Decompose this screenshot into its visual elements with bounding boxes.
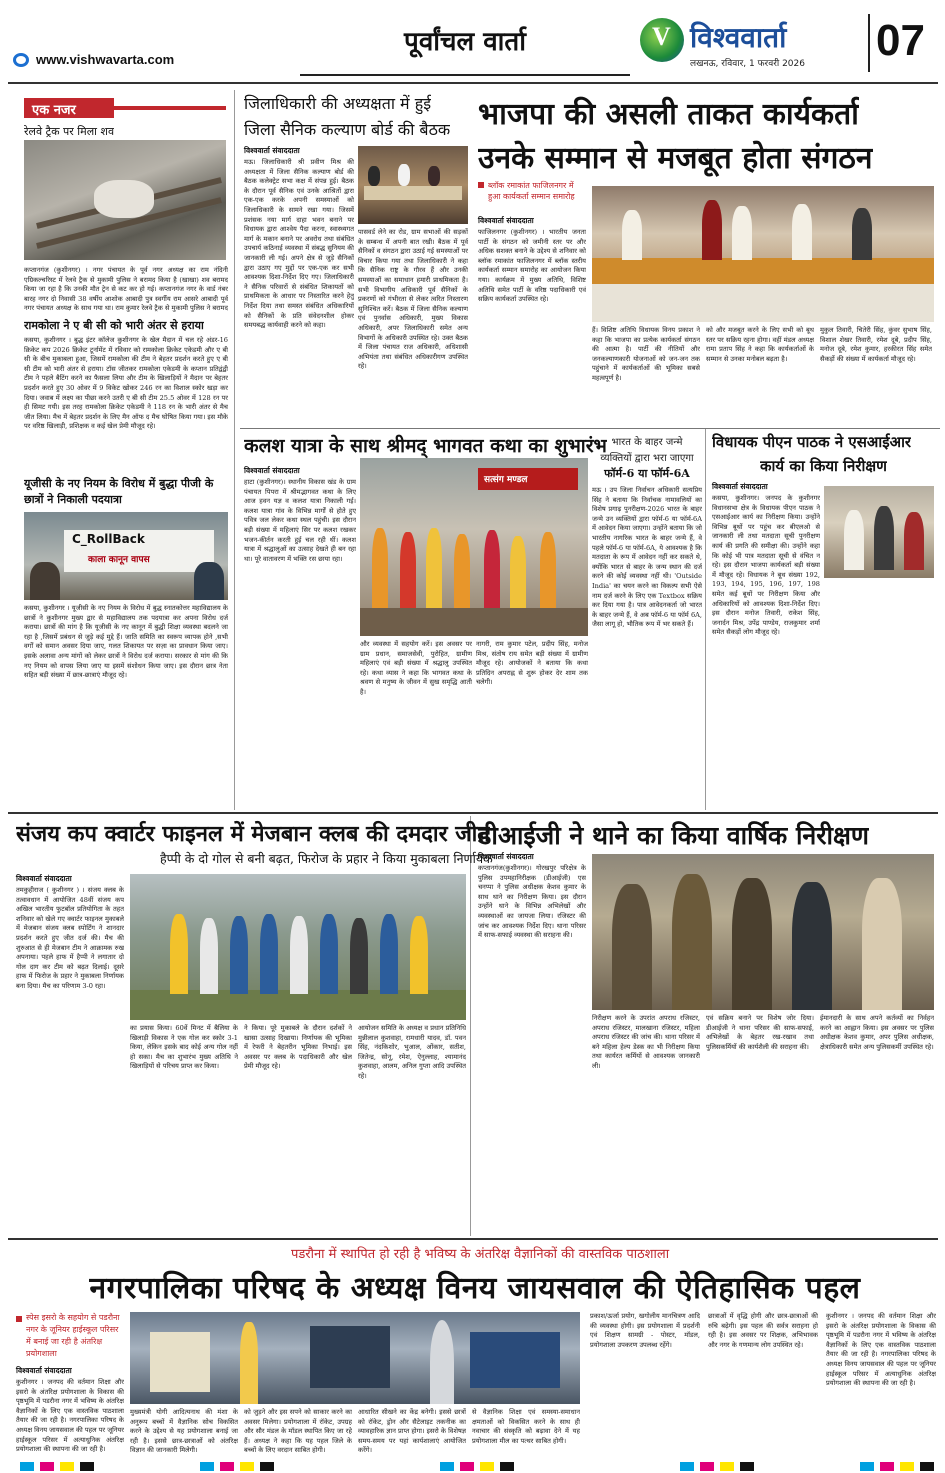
ek-nazar-label: एक नजर bbox=[32, 103, 76, 118]
lab-photo bbox=[130, 1312, 580, 1404]
lab-kicker: पडरौना में स्थापित हो रही है भविष्य के अंतरिक्ष वैज्ञानिकों की वास्तविक पाठशाला bbox=[290, 1247, 670, 1262]
section-title: पूर्वांचल वार्ता bbox=[404, 27, 526, 57]
dig-col4: ईमानदारी के साथ अपने कर्तव्यों का निर्वहन करने का आह्वान किया। इस अवसर पर पुलिस अधीक्षक केशव कुमार, अपर पुलिस अधीक्षक, क्षेत्राधिकारी समेत अन्य पुलिसकर्मी उपस्थित रहे। bbox=[820, 1014, 934, 1051]
dig-photo bbox=[592, 854, 934, 1010]
cricket-photo bbox=[130, 874, 466, 1020]
bjp-col3: को और मजबूत करने के लिए सभी को बूथ स्तर पर सक्रिय रहना होगा। वहीं मंडल अध्यक्ष रामा प्रताप सिंह ने कहा कि कार्यकर्ताओं के सम्मान से उनका मनोबल बढ़ता है। bbox=[706, 326, 814, 363]
item3-photo bbox=[24, 512, 228, 600]
website-icon bbox=[13, 53, 29, 67]
bjp-col2: हैं। विशिष्ट अतिथि विधायक विनय प्रकाश ने कहा कि भाजपा का प्रत्येक कार्यकर्ता संगठन की आत्मा है। पार्टी की नीतियों और जनकल्याणकारी योजनाओं को जन-जन तक पहुंचाने में कार्यकर्ताओं की भूमिका सबसे महत्वपूर्ण है। bbox=[592, 326, 700, 382]
item2-headline: रामकोला ने ए बी सी को भारी अंतर से हराया bbox=[24, 319, 204, 332]
page-divider bbox=[868, 14, 870, 72]
cricket-col4: आयोजन समिति के अध्यक्ष व प्रधान प्रतिनिधि मुन्नीलाल कुशवाहा, रामधारी यादव, डॉ. पवन सिंह, नंदकिशोर, भुआल, ओंकार, सतीश, जितेन्द्र, सोनू, रमेश, ऐनुल्लाह, श्यामानंद कुशवाहा, आलम, अनिल गुप्ता आदि उपस्थित रहे। bbox=[358, 1024, 466, 1080]
mla-byline: विश्ववार्ता संवाददाता bbox=[712, 482, 768, 491]
lab-col4: आधारित सीखने का केंद्र बनेगी। इससे छात्रों को रॉकेट, ड्रोन और सैटेलाइट तकनीक का व्यावहारिक ज्ञान प्राप्त होगा। इसरो के विशेषज्ञ समय-समय पर यहां कार्यशालाएं आयोजित करेंगे। bbox=[358, 1408, 466, 1455]
cricket-col3: ने किया। पूरे मुकाबले के दौरान दर्शकों ने खासा उत्साह दिखाया। निर्णायक की भूमिका में रेफरी ने बेहतरीन भूमिका निभाई। इस अवसर पर क्लब के पदाधिकारी और खेल प्रेमी मौजूद रहे। bbox=[244, 1024, 352, 1071]
item3-photo-banner: C_RollBack bbox=[72, 532, 145, 546]
lab-col2: मुख्यमंत्री योगी आदित्यनाथ की मंशा के अनुरूप बच्चों में वैज्ञानिक सोच विकसित करने के उद्देश्य से यह प्रयोगशाला बनाई जा रही है। इससे छात्र-छात्राओं को अंतरिक्ष विज्ञान की जानकारी मिलेगी। bbox=[130, 1408, 238, 1455]
masthead-rule bbox=[8, 82, 938, 84]
item1-body: कप्तानगंज (कुशीनगर) । नगर पंचायत के पूर्व नगर अध्यक्ष का राम नंदिनी एग्रिकल्चरिस्ट में रेलवे ट्रैक से मुकामी पुलिस ने बरामद किया है (खाखा) शव बरामद किया जा रहा है कि उनकी मौत ट्रेन से कट कर हो गई। कप्तानगंज नगर के वार्ड नंबर बारह नगर दो निवासी 38 वर्षीय आशोक आबादी पुत्र स्वर्गीय राम आसरे आबादी पूर्व नगर पंचायत अध्यक्ष के साथ गया था। राम कुमार रेलवे ट्रैक से मुकामी पुलिस ने बरामद bbox=[24, 266, 228, 313]
item2-body: कसया, कुशीनगर । बुद्ध इंटर कॉलेज कुशीनगर के खेल मैदान में चल रहे अंडर-16 क्रिकेट कप 2026 क्रिकेट टूर्नामेंट में रविवार को रामकोला क्रिकेट एकेडमी और ए बी सी के बीच मुकाबला हुआ, जिसमें रामकोला की टीम ने बेहतर प्रदर्शन करते हुए ए बी सी टीम को भारी अंतर से हराया। टॉस जीतकर रामकोला एकेडमी के कप्तान प्रतिद्वंद्वी टीम ने पहले बैटिंग करने का फैसला लिया और टीम के खिलाड़ियों ने मैदान पर बेहतर प्रदर्शन करते हुए 30 ओवर में 9 विकेट खोकर 246 रन का विशाल स्कोर खड़ा कर दिया। जवाब में लक्ष्य का पीछा करने उतरी ए बी सी टीम 25.5 ओवर में 128 रन पर ही सिमट गयी। इस तरह रामकोला क्रिकेट एकेडमी ने 118 रन के भारी अंतर से मैच जीत लिया। मैच में बेहतर प्रदर्शन के लिए मैन ऑफ द मैच घोषित किया गया। इस मौके पर वरिष्ठ खिलाड़ी, प्रशिक्षक व कई खेल प्रेमी मौजूद रहे। bbox=[24, 336, 228, 431]
dm-col2: पासवर्ड लेने का रोड, ग्राम सभाओं की सड़कों के सम्बन्ध में अपनी बात रखी। बैठक में पूर्व सैनिकों व संगठन द्वारा उठाई गई समस्याओं पर विचार किया गया तथा जिलाधिकारी ने कहा कि सैनिक राष्ट्र के गौरव हैं और उनकी समस्याओं का समाधान हमारी प्राथमिकता है। सभी विभागीय अधिकारी पूर्व सैनिकों के प्रकरणों को गंभीरता से लेकर त्वरित निस्तारण सुनिश्चित करें। बैठक में जिला सैनिक कल्याण एवं पुनर्वास अधिकारी, मुख्य विकास अधिकारी, अपर जिलाधिकारी समेत अन्य विभागों के अधिकारी उपस्थित रहे। उक्त बैठक में जिला पंचायत राज अधिकारी, अधिशासी अभियंता तथा संबंधित अधिकारीगण उपस्थित रहे। bbox=[358, 228, 468, 371]
dig-col2: निरीक्षण करने के उपरांत अपराध रजिस्टर, अपराध रजिस्टर, मालखाना रजिस्टर, महिला अपराध रजिस्टर की जांच की। थाना परिसर में बने महिला हेल्प डेस्क का भी निरीक्षण किया तथा कार्यरत कर्मियों से आवश्यक जानकारी ली। bbox=[592, 1014, 700, 1070]
lab-col8: कुशीनगर । जनपद की वर्तमान शिक्षा और इसरो के अंतरिक्ष प्रयोगशाला के विकास की पृष्ठभूमि में पडरौना नगर में भविष्य के अंतरिक्ष वैज्ञानिकों के लिए एक वास्तविक पाठशाला तैयार की जा रही है। नगरपालिका परिषद के अध्यक्ष विनय जायसवाल की पहल पर जूनियर हाईस्कूल परिसर में अत्याधुनिक अंतरिक्ष प्रयोगशाला की स्थापना की जा रही है। bbox=[826, 1312, 936, 1388]
lab-intro: स्पेस इसरो के सहयोग से पडरौना नगर के जूनियर हाईस्कूल परिसर में बनाई जा रही है अंतरिक्ष प्रयोगशाला bbox=[26, 1313, 120, 1358]
dig-byline: विश्ववार्ता संवाददाता bbox=[478, 852, 534, 861]
ek-nazar-rule bbox=[114, 106, 226, 110]
item3-headline: यूजीसी के नए नियम के विरोध में बुद्धा पीजी के छात्रों ने निकाली पदयात्रा bbox=[24, 477, 214, 506]
dig-col3: एवं सक्रिय बनाने पर विशेष जोर दिया। डीआईजी ने थाना परिसर की साफ-सफाई, अभिलेखों के बेहतर रख-रखाव तथा पुलिसकर्मियों की कार्यशैली की सराहना की। bbox=[706, 1014, 814, 1051]
bjp-kicker-bullet bbox=[478, 182, 484, 188]
lab-headline: नगरपालिका परिषद के अध्यक्ष विनय जायसवाल की ऐतिहासिक पहल bbox=[89, 1271, 861, 1306]
dig-col1: कप्तानगंज(कुशीनगर)। गोरखपुर परिक्षेत्र के पुलिस उपमहानिरीक्षक (डीआईजी) एस चनप्पा ने पुलिस अधीक्षक केशव कुमार के साथ थाने का निरीक्षण किया। इस दौरान उन्होंने थाने के विभिन्न अभिलेखों और व्यवस्थाओं का जायजा लिया। रजिस्टर की जांच कर आवश्यक निर्देश दिए। थाना परिसर में साफ-सफाई व्यवस्था की सराहना की। bbox=[478, 864, 586, 940]
section-underline bbox=[300, 74, 630, 76]
lab-col6: प्रकाश/ऊर्जा प्रयोग, खगोलीय मानचित्रण आदि की व्यवस्था होगी। इस प्रयोगशाला में प्रदर्शनी एवं शिक्षण सामग्री - पोस्टर, मॉडल, प्रयोगशाला उपकरण उपलब्ध रहेंगे। bbox=[590, 1312, 700, 1349]
kalash-banner-text: सत्संग मण्डल bbox=[484, 475, 528, 485]
section-rule bbox=[8, 1238, 938, 1240]
lab-col5: से वैज्ञानिक शिक्षा एवं समस्या-समाधान क्षमताओं को विकसित करने के साथ ही नवाचार की संस्कृति को बढ़ावा देने में यह प्रयोगशाला मील का पत्थर साबित होगी। bbox=[472, 1408, 580, 1445]
form6-body: मऊ । उप जिला निर्वाचन अधिकारी सत्यप्रिय सिंह ने बताया कि निर्वाचक नामावलियों का विशेष प्रगाढ़ पुनरीक्षण-2026 भारत के बाहर जन्मे उन व्यक्तियों द्वारा फॉर्म-6 या फॉर्म-6A में आवेदन किया जाएगा। उन्होंने बताया कि जो भारतीय नागरिक भारत के बाहर जन्मे हैं, वे पहले फॉर्म-6 या फॉर्म-6A, ये आवश्यक है कि मतदाता के रूप में आवेदन नहीं कर सकते थे, क्योंकि भारत से बाहर के जन्म स्थान की दर्ज करने की कोई व्यवस्था नहीं थी। 'Outside India' का चयन करने का विकल्प सभी ऐसे नाम दर्ज करने के लिए एक Textbox सक्रिय कर दिया गया है। पात्र आवेदनकर्ता जो भारत के बाहर जन्मे हैं, वे अब फॉर्म-6 या फॉर्म 6A, जैसा लागू हो, भौतिक रूप में भर सकते हैं। bbox=[592, 486, 702, 629]
dm-headline-l2: जिला सैनिक कल्याण बोर्ड की बैठक bbox=[244, 120, 451, 139]
lab-byline: विश्ववार्ता संवाददाता bbox=[16, 1366, 72, 1375]
cricket-byline: विश्ववार्ता संवाददाता bbox=[16, 874, 72, 883]
cricket-col1: तमकुहीराज ( कुशीनगर ) । संजय क्लब के तत्वावधान में आयोजित 48वीं संजय कप अखिल भारतीय फुटबॉल प्रतियोगिता के तहत शनिवार को खेले गए क्वार्टर फाइनल मुकाबले में मेजबान संजय क्लब स्पोर्टिंग ने शानदार प्रदर्शन करते हुए जीत दर्ज की। मैच की शुरुआत से ही मेजबान टीम ने आक्रामक रुख अपनाया। पहले हाफ में हैप्पी ने लगातार दो गोल दाग कर टीम को बढ़त दिलाई। दूसरे हाफ में फिरोज के प्रहार ने मुकाबला निर्णायक बना दिया। मैच का परिणाम 3-0 रहा। bbox=[16, 886, 124, 990]
dig-headline: डीआईजी ने थाने का किया वार्षिक निरीक्षण bbox=[478, 821, 869, 850]
bjp-col4: मुकुल तिवारी, चितेरी सिंह, कुंवर सुभाष सिंह, विशाल शेखर तिवारी, रमेश दूबे, प्रदीप सिंह, मनोज दूबे, रमेश कुमार, हरकीरत सिंह समेत सैकड़ों की संख्या में कार्यकर्ता मौजूद रहे। bbox=[820, 326, 932, 363]
page-number: 07 bbox=[876, 16, 925, 65]
bjp-byline: विश्ववार्ता संवाददाता bbox=[478, 216, 534, 225]
cricket-headline: संजय कप क्वार्टर फाइनल में मेजबान क्लब की दमदार जीत bbox=[16, 821, 490, 847]
column-rule bbox=[234, 90, 235, 810]
form6-kicker-l3: फॉर्म-6 या फॉर्म-6A bbox=[604, 467, 690, 480]
mla-photo bbox=[824, 486, 934, 578]
item1-headline: रेलवे ट्रैक पर मिला शव bbox=[24, 125, 115, 138]
column-rule bbox=[705, 428, 706, 810]
lab-intro-bullet bbox=[16, 1316, 22, 1322]
mla-body: कसया, कुशीनगर। जनपद के कुशीनगर विधानसभा क्षेत्र के विधायक पीएन पाठक ने एसआईआर कार्य का निरीक्षण किया। उन्होंने विभिन्न बूथों पर पहुंच कर बीएलओ से जानकारी ली तथा मतदाता सूची पुनरीक्षण कार्य की प्रगति की समीक्षा की। उन्होंने कहा कि कोई भी पात्र मतदाता सूची से वंचित न रहे। इस दौरान भाजपा कार्यकर्ता बड़ी संख्या में मौजूद रहे। विधायक ने बूथ संख्या 192, 193, 194, 195, 196, 197, 198 समेत कई बूथों पर निरीक्षण किया और अधिकारियों को आवश्यक दिशा-निर्देश दिए। इस दौरान मनोज तिवारी, राकेश सिंह, जनार्दन मिश्र, उपेंद्र पाण्डेय, राजकुमार शर्मा समेत सैकड़ों लोग मौजूद रहे। bbox=[712, 494, 820, 637]
dm-col1: मऊ। जिलाधिकारी श्री प्रवीण मिश्र की अध्यक्षता में जिला सैनिक कल्याण बोर्ड की बैठक कलेक्ट्रेट सभा कक्ष में संपन्न हुई। बैठक के दौरान पूर्व सैनिक एवं उनके आश्रितों द्वारा एक-एक करके अपनी समस्याओं को जिलाधिकारी के सामने रखा गया। जिसमें प्रशंसक नया मार्ग दाहा भवन बनाने पर विधायक द्वारा आश्वेय पैदा करना, स्वास्थ्यगत मार्ग के मकान बनाने पर अवरोध तथा संबंधित उपचार्य कठिनाई व्यवस्था में संबद्ध सुनियम की जानकारी ली गई। अपने क्षेत्र से जुड़े सैनिकों द्वारा उठाए गए मुद्दों पर एक-एक कर सभी आवश्यक दिशा-निर्देश दिए गए। जिलाधिकारी ने सैनिक परिवारों से संबंधित शिकायतों को प्राथमिकता के आधार पर निस्तारित करने हेतु निर्देश दिया तथा समस्त संबंधित अधिकारियों को सैनिकों के प्रति संवेदनशील होकर समयबद्ध कार्यवाही करने को कहा। bbox=[244, 158, 354, 330]
dm-byline: विश्ववार्ता संवाददाता bbox=[244, 146, 300, 155]
dateline: लखनऊ, रविवार, 1 फरवरी 2026 bbox=[690, 59, 805, 69]
lab-col1: कुशीनगर । जनपद की वर्तमान शिक्षा और इसरो के अंतरिक्ष प्रयोगशाला के विकास की पृष्ठभूमि में पडरौना नगर में भविष्य के अंतरिक्ष वैज्ञानिकों के लिए एक वास्तविक पाठशाला तैयार की जा रही है। नगरपालिका परिषद के अध्यक्ष विनय जायसवाल की पहल पर जूनियर हाईस्कूल परिसर में अत्याधुनिक अंतरिक्ष प्रयोगशाला की स्थापना की जा रही है। bbox=[16, 1378, 124, 1454]
cricket-subhead: हैप्पी के दो गोल से बनी बढ़त, फिरोज के प्रहार ने किया मुकाबला निर्णायक bbox=[160, 851, 493, 866]
mla-headline-l1: विधायक पीएन पाठक ने एसआईआर bbox=[712, 433, 912, 451]
dm-photo bbox=[358, 146, 468, 224]
bjp-kicker: ब्लॉक रमाकांत फाजिलनगर में हुआ कार्यकर्ता सम्मान समारोह bbox=[488, 181, 575, 201]
bjp-col1: फाजिलनगर (कुशीनगर) । भारतीय जनता पार्टी के संगठन को जमीनी स्तर पर और अधिक सशक्त बनाने के उद्देश्य से शनिवार को ब्लॉक रमाकांत फाजिलनगर में ब्लॉक स्तरीय कार्यकर्ता सम्मान समारोह का आयोजन किया गया। कार्यक्रम में मुख्य अतिथि, विशिष्ट अतिथि समेत पार्टी के वरिष्ठ पदाधिकारी एवं सक्रिय कार्यकर्ता उपस्थित रहे। bbox=[478, 228, 586, 304]
kalash-col3: नागरी, राम कुमार पटेल, प्रदीप सिंह, मनोज मिश्र, संतोष राय समेत बड़ी संख्या में ग्रामीण मौजूद रहे। आयोजकों ने बताया कि कथा प्रतिदिन अपराह्न से शुरू होकर देर शाम तक चलेगी। bbox=[476, 640, 588, 687]
kalash-headline: कलश यात्रा के साथ श्रीमद् भागवत कथा का शुभारंभ bbox=[244, 435, 607, 457]
bjp-headline-l1: भाजपा की असली ताकत कार्यकर्ता bbox=[478, 97, 859, 132]
kalash-byline: विश्ववार्ता संवाददाता bbox=[244, 466, 300, 475]
brand-name: विश्ववार्ता bbox=[690, 21, 787, 54]
form6-kicker-l1: भारत के बाहर जन्मे bbox=[611, 437, 683, 448]
website-link[interactable]: www.vishwavarta.com bbox=[36, 52, 175, 67]
item3-body: कसया, कुशीनगर । यूजीसी के नए नियम के विरोध में बुद्ध स्नातकोत्तर महाविद्यालय के छात्रों ने कुशीनगर मुख्य द्वार से महाविद्यालय तक पदयात्रा कर अपना विरोध दर्ज कराया। छात्रों की मांग है कि यूजीसी के नए कानून में बुद्धी शिक्षा व्यवस्था बदलने जा रहा है ,जिसमें प्रबंधन से जुड़े कई मुद्दे हैं। जाति समिति का स्वरूप व्यापक होने ,सभी वर्गों को समान अवसर दिया जाए, गलत शिकायत पर सज़ा का प्रावधान किया जाए। इसके अलावा अन्य मांगों को लेकर छात्रों ने विरोध दर्ज कराया। सरकार से मांग की कि नए नियम को वापस लिया जाए या इसमें संशोधन किया जाए। इस दौरान छात्र नेता सहित बड़ी संख्या में छात्र-छात्राएं मौजूद रहे। bbox=[24, 604, 228, 680]
bjp-headline-l2: उनके सम्मान से मजबूत होता संगठन bbox=[478, 141, 873, 176]
print-registration-marks bbox=[0, 1462, 945, 1473]
item1-photo bbox=[24, 140, 226, 260]
section-rule bbox=[8, 812, 938, 814]
form6-kicker-l2: व्यक्तियों द्वारा भरा जाएगा bbox=[600, 453, 694, 464]
lab-col7: छात्राओं में वृद्धि होगी और छात्र-छात्राओं की रुचि बढ़ेगी। इस पहल की सर्वत्र सराहना हो रही है। इस अवसर पर शिक्षक, अभिभावक और नगर के गणमान्य लोग उपस्थित रहे। bbox=[708, 1312, 818, 1349]
column-rule bbox=[470, 816, 471, 1236]
bjp-photo bbox=[592, 186, 934, 322]
section-rule bbox=[240, 428, 940, 429]
kalash-col1: हाटा (कुशीनगर)। स्थानीय विकास खंड के ग्राम पंचायत पिपरा में श्रीमद्भागवत कथा के लिए आज हवन यज्ञ व कलश यात्रा निकाली गई। कलश यात्रा गांव के विभिन्न मार्गों से होते हुए पवित्र जल लेकर कथा स्थल पहुंची। इस दौरान बड़ी संख्या में महिलाएं सिर पर कलश रखकर भजन-कीर्तन करती हुई चल रही थीं। कलश यात्रा में श्रद्धालुओं का उत्साह देखते ही बन रहा था। पूरे वातावरण में भक्ति रस छाया रहा। bbox=[244, 478, 356, 563]
kalash-photo bbox=[360, 458, 588, 636]
masthead bbox=[0, 0, 945, 88]
cricket-col2: का प्रयास किया। 60वें मिनट में बैलिया के खिलाड़ी विकास ने एक गोल कर स्कोर 3-1 किया, लेकिन इसके बाद कोई अन्य गोल नहीं हो सका। मैच का शुभारंभ मुख्य अतिथि ने खिलाड़ियों से परिचय प्राप्त कर किया। bbox=[130, 1024, 238, 1071]
dm-headline-l1: जिलाधिकारी की अध्यक्षता में हुई bbox=[244, 94, 432, 113]
brand-logo-v: V bbox=[652, 22, 671, 51]
kalash-col2: और व्यवस्था में सहयोग करें। इस अवसर पर ग्राम प्रधान, समाजसेवी, पुरोहित, ग्रामीण महिलाएं एवं बड़ी संख्या में श्रद्धालु उपस्थित रहे। कथा व्यास ने कहा कि भागवत कथा के श्रवण से मनुष्य के जीवन में सुख समृद्धि आती है। bbox=[360, 640, 472, 696]
lab-col3: को जुड़ने और इस सपने को साकार करने का अवसर मिलेगा। प्रयोगशाला में रॉकेट, उपग्रह और सौर मंडल के मॉडल स्थापित किए जा रहे हैं। अध्यक्ष ने कहा कि यह पहल जिले के बच्चों के लिए वरदान साबित होगी। bbox=[244, 1408, 352, 1455]
mla-headline-l2: कार्य का किया निरीक्षण bbox=[760, 457, 887, 475]
item3-photo-banner2: काला कानून वापस bbox=[88, 555, 150, 565]
